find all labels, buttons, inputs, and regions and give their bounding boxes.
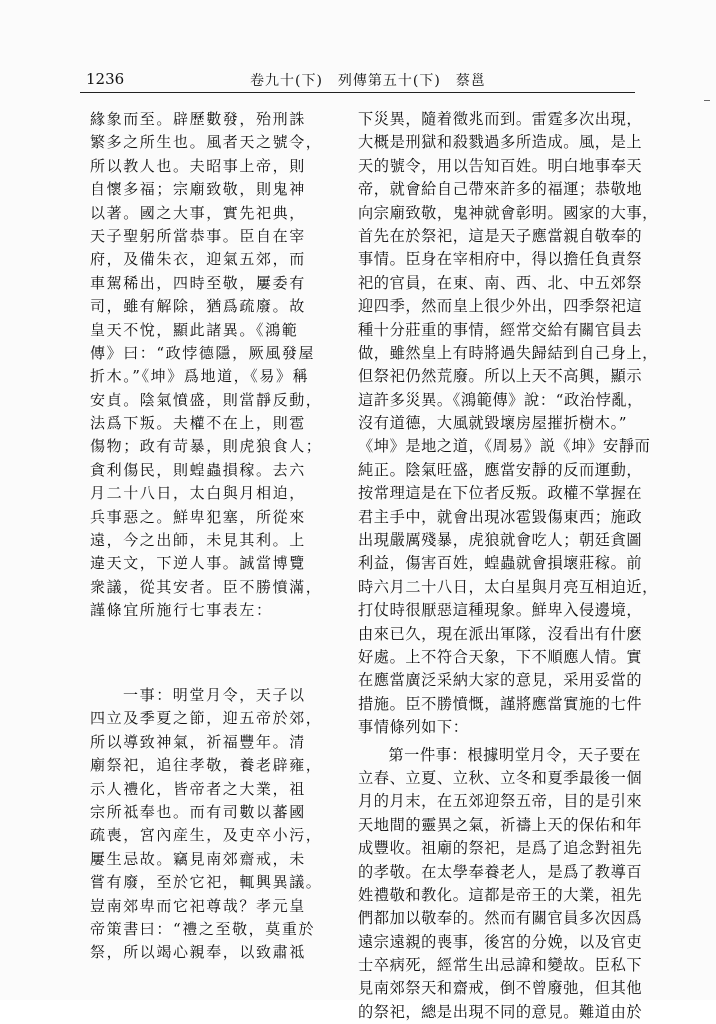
text-line: 打仗時很厭惡這種現象。鮮卑入侵邊境， [358,601,643,620]
text-line: 措施。臣不勝憤慨，謹將應當實施的七件 [358,694,643,713]
text-line: 好處。上不符合天象，下不順應人情。實 [358,647,643,666]
text-line: 見南郊祭天和齋戒，倒不曾廢弛，但其他 [358,979,643,998]
text-line: 廟祭祀，追往孝敬，養老辟雍， [90,756,323,775]
text-line: 嘗有廢，至於它祀，輒興異議。 [90,873,323,892]
text-line: 利益，傷害百姓，蝗蟲就會損壞莊稼。前 [358,554,643,573]
text-line: 們都加以敬奉的。然而有關官員多次因爲 [358,909,643,928]
text-line: 但祭祀仍然荒廢。所以上天不高興，顯示 [358,367,643,386]
text-line: 繁多之所生也。風者天之號令， [90,133,323,152]
text-line: 豈南郊卑而它祀尊哉？孝元皇 [90,896,306,915]
text-line: 法爲下叛。夫權不在上，則雹 [90,414,306,433]
text-line: 貪利傷民，則蝗蟲損稼。去六 [90,460,306,479]
text-line: 帝，就會給自己帶來許多的福運；恭敬地 [358,180,643,199]
text-line: 《坤》是地之道，《周易》説《坤》安靜而 [358,437,651,456]
text-line: 緣象而至。辟歷數發，殆刑誅 [90,110,306,128]
text-line: 下災異，隨着徵兆而到。雷霆多次出現， [358,110,643,128]
text-line: 違天文，下逆人事。誠當博覽 [90,554,306,573]
text-line: 首先在於祭祀，這是天子應當親自敬奉的 [358,226,643,245]
text-line: 安貞。陰氣憤盛，則當靜反動， [90,390,323,409]
text-line: 迎四季，然而皇上很少外出，四季祭祀這 [358,297,643,316]
text-line: 折木。”《坤》爲地道，《易》稱 [90,367,310,386]
text-line: 的祭祀，總是出現不同的意見。難道由於 [358,1002,643,1021]
text-line: 沒有道德，大風就毀壞房屋摧折樹木。” [358,414,628,433]
text-line: 這許多災異。《鴻範傳》說：“政治悖亂， [358,390,643,409]
text-line: 君主手中，就會出現冰雹毀傷東西；施政 [358,507,643,526]
text-line: 祀的官員，在東、南、西、北、中五郊祭 [358,273,643,292]
text-line: 車駕稀出，四時至敬，屢委有 [90,273,306,292]
text-line: 所以導致神氣，祈福豐年。清 [90,732,306,751]
left-column-text-block-2 [90,684,330,965]
text-line: 衆議，從其安者。臣不勝憤滿， [90,577,323,596]
text-line: 傷物；政有苛暴，則虎狼食人； [90,437,323,456]
header-rule [80,92,635,93]
text-line: 的孝敬。在太學奉養老人，是爲了教導百 [358,862,643,881]
text-line: 月二十八日，太白與月相迫， [90,484,306,503]
text-line: 月的月末，在五郊迎祭五帝，目的是引來 [358,792,643,811]
text-line: 天地間的靈異之氣，祈禱上天的保佑和年 [358,815,643,834]
text-line: 第一件事：根據明堂月令，天子要在 [388,745,641,764]
text-line: 示人禮化，皆帝者之大業，祖 [90,779,306,798]
text-line: 疏喪，宮內産生，及吏卒小污， [90,826,323,845]
text-line: 事情。臣身在宰相府中，得以擔任負責祭 [358,250,643,269]
right-column-text [358,108,658,1024]
text-line: 宗所祗奉也。而有司數以蕃國 [90,802,306,821]
text-line: 大概是刑獄和殺戮過多所造成。風，是上 [358,133,643,152]
text-line: 四立及季夏之節，迎五帝於郊， [90,709,323,728]
text-line: 一事：明堂月令，天子以 [123,686,306,704]
text-line: 兵事惡之。鮮卑犯塞，所從來 [90,507,306,526]
text-line: 士卒病死，經常生出忌諱和變故。臣私下 [358,956,643,975]
text-line: 以著。國之大事，實先祀典， [90,203,306,222]
text-line: 做，雖然皇上有時將過失歸結到自己身上， [358,343,658,362]
text-line: 遠，今之出師，未見其利。上 [90,531,306,550]
left-column-text-block-1 [90,108,330,623]
text-line: 皇天不悅，顯此諸異。《鴻範 [90,320,299,339]
text-line: 祭，所以竭心親奉，以致肅祗 [90,943,306,962]
text-line: 立春、立夏、立秋、立冬和夏季最後一個 [358,768,643,787]
text-line: 純正。陰氣旺盛，應當安靜的反而運動， [358,460,643,479]
text-line: 遠宗遠親的喪事，後宮的分娩，以及官吏 [358,932,643,951]
text-line: 府，及備朱衣，迎氣五郊，而 [90,250,306,269]
text-line: 傳》曰：“政悖德隱，厥風發屋 [90,343,316,362]
text-line: 按常理這是在下位者反叛。政權不掌握在 [358,484,643,503]
text-line: 出現嚴厲殘暴，虎狼就會吃人；朝廷貪圖 [358,531,643,550]
text-line: 所以教人也。夫昭事上帝，則 [90,156,306,175]
running-header: 卷九十(下) 列傳第五十(下) 蔡邕 [250,73,486,89]
text-line: 事情條列如下： [358,718,469,737]
text-line: 司，雖有解除，猶爲疏廢。故 [90,297,306,316]
page-number: 1236 [86,70,125,88]
margin-mark [704,100,710,101]
text-line: 自懷多福；宗廟致敬，則鬼神 [90,180,306,199]
text-line: 天子聖躬所當恭事。臣自在宰 [90,226,306,245]
text-line: 向宗廟致敬，鬼神就會彰明。國家的大事， [358,203,658,222]
text-line: 由來已久，現在派出軍隊，沒看出有什麽 [358,624,643,643]
text-line: 天的號令，用以告知百姓。明白地事奉天 [358,156,643,175]
text-line: 謹條宜所施行七事表左： [90,601,273,620]
text-line: 帝策書曰：“禮之至敬，莫重於 [90,919,316,938]
text-line: 種十分莊重的事情，經常交給有關官員去 [358,320,643,339]
text-line: 在應當廣泛采納大家的意見，采用妥當的 [358,671,643,690]
text-line: 屢生忌故。竊見南郊齋戒，未 [90,849,306,868]
text-line: 姓禮敬和教化。這都是帝王的大業，祖先 [358,885,643,904]
text-line: 時六月二十八日，太白星與月亮互相迫近， [358,577,658,596]
text-line: 成豐收。祖廟的祭祀，是爲了追念對祖先 [358,839,643,858]
